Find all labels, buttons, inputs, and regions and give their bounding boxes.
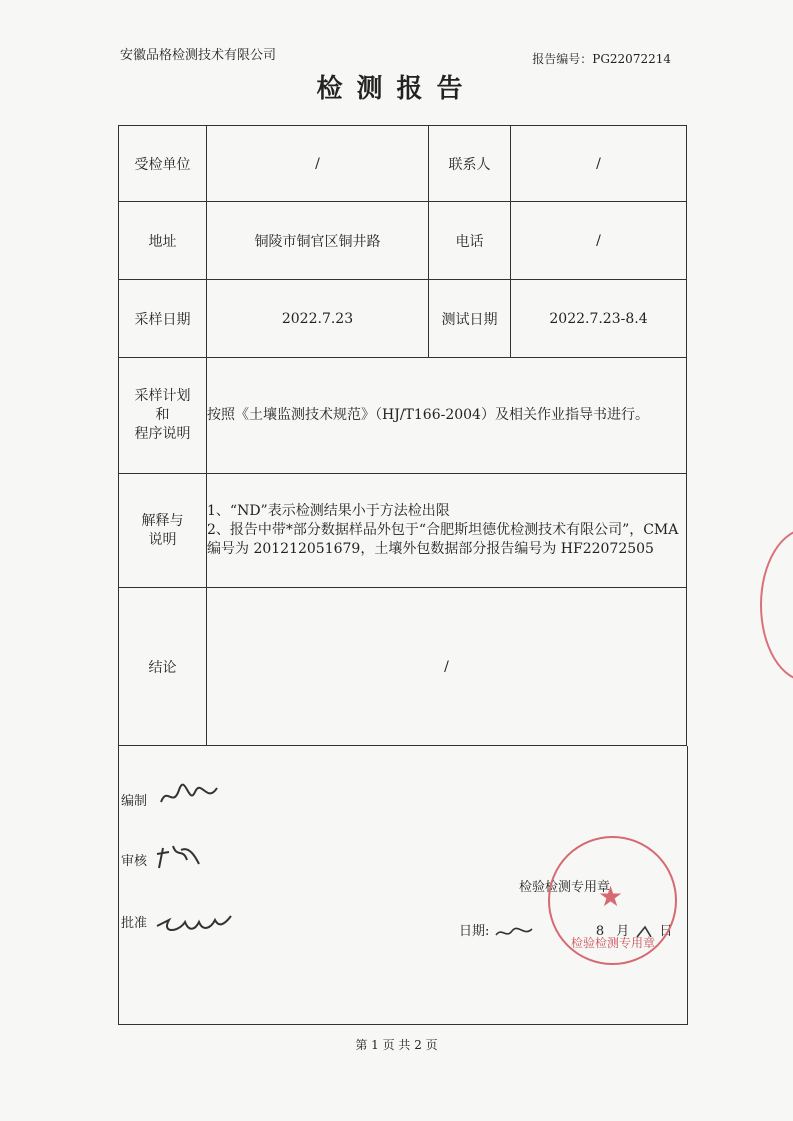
page-title: 检测报告	[316, 74, 477, 104]
page-number: 第 1 页 共 2 页	[355, 1038, 438, 1052]
phone-value: /	[511, 202, 687, 280]
date-label: 日期:	[459, 924, 490, 939]
date-year-handwriting	[494, 923, 534, 941]
conclusion-row	[119, 588, 687, 746]
address-label: 地址	[119, 202, 207, 280]
notes-label-line1: 解释与	[141, 512, 184, 529]
company-name: 安徽品格检测技术有限公司	[120, 48, 277, 63]
report-number: 报告编号：PG22072214	[532, 52, 671, 66]
phone-label: 电话	[429, 202, 511, 280]
date-row	[119, 280, 687, 358]
date-month: 8	[595, 924, 605, 939]
notes-label-line2: 说明	[148, 531, 177, 548]
conclusion-label: 结论	[119, 588, 207, 746]
client-row	[119, 126, 687, 202]
plan-value: 按照《土壤监测技术规范》（HJ/T166-2004）及相关作业指导书进行。	[207, 358, 687, 474]
report-table	[118, 125, 687, 746]
prepared-label: 编制	[121, 794, 148, 809]
seal-text: 检验检测专用章	[570, 936, 655, 950]
sampling-date-value: 2022.7.23	[207, 280, 429, 358]
prepared-signature	[157, 780, 221, 812]
contact-value: /	[511, 126, 687, 202]
seal-star-icon: ★	[598, 880, 624, 913]
approved-label: 批准	[121, 916, 148, 931]
plan-label-line2: 和	[155, 407, 170, 423]
client-label: 受检单位	[119, 126, 207, 202]
notes-line1: 1、“ND”表示检测结果小于方法检出限	[207, 503, 450, 519]
address-value: 铜陵市铜官区铜井路	[207, 202, 429, 280]
plan-label-line3: 程序说明	[134, 426, 191, 442]
notes-value	[207, 474, 687, 588]
notes-row	[119, 474, 687, 588]
reviewed-signature	[153, 838, 203, 874]
test-date-label: 测试日期	[429, 280, 511, 358]
conclusion-value: /	[207, 588, 687, 746]
plan-label	[119, 358, 207, 474]
notes-label	[119, 474, 207, 588]
plan-label-line1: 采样计划	[134, 388, 191, 404]
sampling-date-label: 采样日期	[119, 280, 207, 358]
date-day-unit: 日	[659, 924, 673, 939]
plan-row	[119, 358, 687, 474]
official-seal	[548, 836, 677, 965]
notes-line2: 2、报告中带*部分数据样品外包于“合肥斯坦德优检测技术有限公司”，CMA 编号为 201212051679，土壤外包数据部分报告编号为 HF22072505	[207, 522, 679, 557]
test-date-value: 2022.7.23-8.4	[511, 280, 687, 358]
address-row	[119, 202, 687, 280]
contact-label: 联系人	[429, 126, 511, 202]
client-value: /	[207, 126, 429, 202]
reviewed-label: 审核	[121, 854, 148, 869]
date-month-unit: 月	[616, 924, 630, 939]
edge-seal-fragment	[760, 528, 793, 682]
stamp-label: 检验检测专用章	[519, 880, 611, 895]
approved-signature	[155, 908, 235, 938]
